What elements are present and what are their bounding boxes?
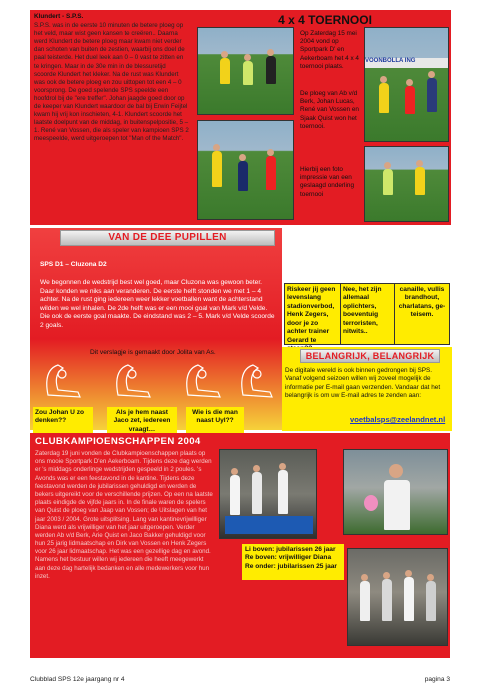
tournament-photo-bottom-right [364,146,449,222]
tournament-intro: Op Zaterdag 15 mei 2004 vond op Sportpark D' en Aekerboam het 4 x 4 toernooi plaats. [300,30,359,70]
clubkamp-caption [242,544,344,580]
car-seat-icon [187,365,220,397]
tournament-photo-top-left [197,27,294,115]
tournament-heading: 4 x 4 TOERNOOI [278,13,372,27]
clubkamp-photo-left [219,449,317,539]
klundert-article [30,10,193,225]
belangrijk-text: De digitale wereld is ook binnen gedrongen bij SPS. Vanaf volgend seizoen willen wij zoveel mogelijk de informatie per E-mail gaan verzenden. Vandaar dat het belangrijk is om uw E-mail adres te zenden aan: [285,367,441,399]
tournament-photos-text: Hierbij een foto impressie van een geslaagd onderling toernooi [300,166,355,198]
bubble-1: Zou Johan U zo denken?? [33,407,93,433]
bubble-3: Wie is die man naast Uyl?? [186,407,244,433]
clubkamp-photo-right-top [343,449,448,535]
car-seat-icon [47,365,80,397]
tournament-photo-bottom-left [197,120,294,220]
quote-box-1: Riskeer jij geen levenslang stadionverbod, Henk Zegers, door je zo achter trainer Gerard te [284,283,341,345]
quote-box-2: Nee, het zijn allemaal oplichters, boeventuig terroristen, nitwits.. [340,283,395,345]
pupillen-match-title: SPS D1 – Cluzona D2 [40,261,107,268]
tournament-winners: De ploeg van Ab v/d Berk, Johan Lucas, René van Vossen en Sjaak Quist won het toernooi. [300,90,359,130]
caption-line-1: Li boven: jubilarissen 26 jaar [245,546,336,553]
car-seat-icon [242,365,272,397]
klundert-title: Klundert - S.P.S. [34,13,84,20]
tournament-photo-top-right [364,27,449,142]
bubble-2: Als je hem naast Jaco zet, iedereen vraagt… [107,407,177,433]
car-seat-icon [117,365,150,397]
email-link[interactable]: voetbalsps@zeelandnet.nl [350,415,446,424]
caption-line-3: Re onder: jubilarissen 25 jaar [245,562,337,570]
belangrijk-banner: BELANGRIJK, BELANGRIJK [300,349,440,363]
billboard: VOONBOLLA ING [365,58,449,68]
caption-line-2: Re boven: vrijwilliger Diana [245,554,332,562]
pupillen-credit: Dit verslagje is gemaakt door Jolita van As. [90,349,216,356]
clubkamp-photo-right-bottom [347,548,448,646]
clubkamp-text: Zaterdag 19 juni vonden de Clubkampioenschappen plaats op ons mooie Sportpark D'en Aekerboam. Tijdens deze dag werden er 's middags onderlinge wedstrijden gespeeld in 2 poules. 's Avonds was er een feestavond in de kantine. Tijdens deze feestavond werden de jubilarissen gehuldigd en werden de bekers uitgereikt voor de verschillende prijzen. Op een na laatste plaats eindigde de vijfde jaars in. In de finale waren de spelers van Quist de ploeg van Jaap van Vossen; de Uitslagen van het jaar 2003 / 2004. Grote uitsplitsing. Lang van kantinevrijwilliger Diana werd als vrijwilliger van het jaar uitgeroepen. Verder werden Ab v/d Berk, Arie Quist en Jaco Bakker gehuldigd voor hun 25 jarig lidmaatschap en Dirk van Vossen en Henk Zegers voor 26 jaar lidmaatschap. Het was een gezellige dag en avond. Namens het bestuur willen wij iedereen die heeft meegewerkt aan deze dag hartelijk bedanken en alle medewerkers voor hun inzet. [35,450,213,580]
footer-left: Clubblad SPS 12e jaargang nr 4 [30,676,125,683]
pupillen-text: We begonnen de wedstrijd best wel goed, maar Cluzona was gewoon beter. Daar konden we niks aan veranderen. De eerste helft stonden we met 1 – 4 achter. Na de rust ging iedereen weer lekker voetballen want de achterstand wilden we wel inhalen. De 2de helft was er een mooi goal van Mark v/d Velde. Die ook de eerste goal maakte. De eindstand was 2 – 5. Mark v/d Velde scoorde 2 goals. [40,279,275,329]
quote-box-3: canaille, vullis brandhout, charlatans, ge-teisem. [394,283,450,345]
clubkamp-heading: CLUBKAMPIOENSCHAPPEN 2004 [35,436,201,447]
footer-right: pagina 3 [424,676,450,683]
pupillen-banner: VAN DE DEE PUPILLEN [60,230,275,246]
klundert-text: S.P.S. was in de eerste 10 minuten de betere ploeg op het veld, maar wist geen kansen te creëren.. Daarna werd Klundert de betere ploeg maar kwam niet verder dan schoten van buiten de zestien, waarbij ons doel de paal teisterde. Het duel leek aan 0 – 0 vast te zitten en te kringen. Maar in de 30e min in de blessuretijd scoorde Klundert het kleker. Na de rust was Klundert was ook de betere ploeg en zou uittopen tot een 4 – 0 voorsprong. De goed spelende SPS speelde een hoofdrol bij de "ere treffer". Johan jaagde goed door op de keeper van Klundert waardoor de bal bij Erwin Feijtel kwam hij vrij kon inschieten, 4-1. Klundert scoorde het laatste doelpunt van de middag, in buitenspelpositie, 5 – 1. René van Vossen, die als speler van kampioen SPS 2 meespeelde, werd uitgeroepen tot "Man of the Match". [34,22,189,143]
car-seat-drawings [38,360,278,400]
